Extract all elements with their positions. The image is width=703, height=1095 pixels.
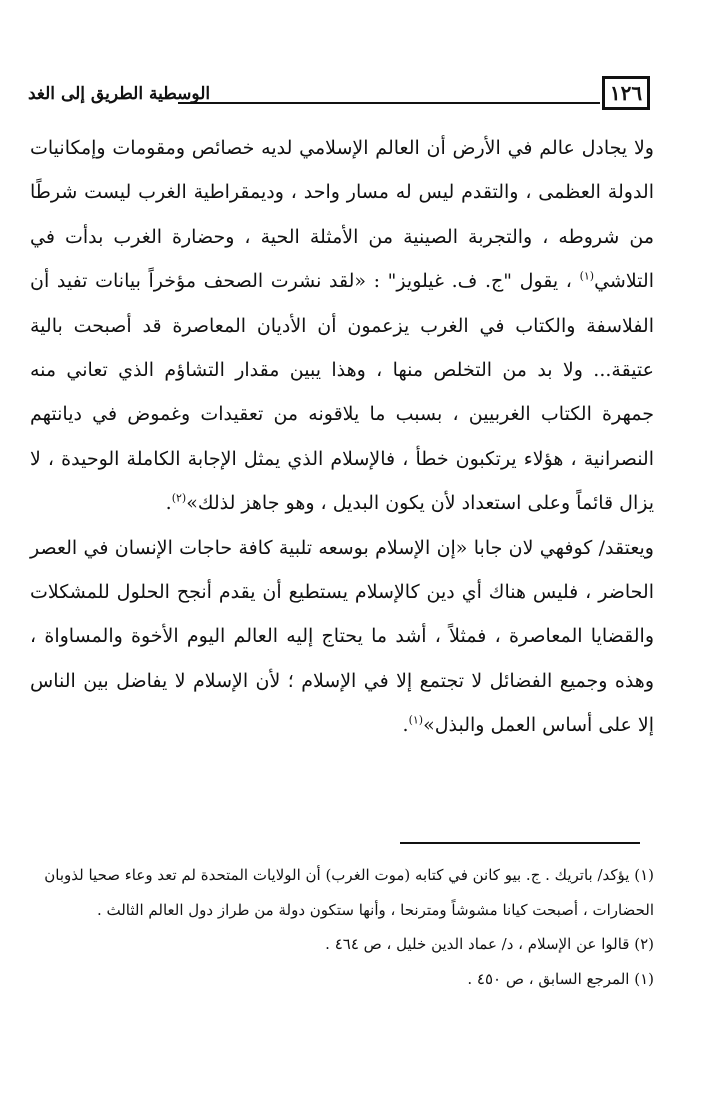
running-title: الوسطية الطريق إلى الغد	[28, 84, 211, 104]
footnote-ref-1: (١)	[579, 269, 595, 283]
paragraph-1-text: ولا يجادل عالم في الأرض أن العالم الإسلامي لديه خصائص ومقومات وإمكانيات الدولة العظمى ، والتقدم ليس له مسار واحد ، وديمقراطية الغرب ليست شرطًا من شروطه ، والتجربة الصينية من الأمثلة الحية ، وحضارة الغرب بدأت في التلاشي	[30, 137, 654, 293]
footnote-ref-3: (١)	[408, 713, 424, 727]
footnote-3: (١) المرجع السابق ، ص ٤٥٠ .	[467, 969, 654, 988]
footnote-2: (٢) قالوا عن الإسلام ، د/ عماد الدين خليل ، ص ٤٦٤ .	[325, 935, 654, 954]
footnote-separator	[400, 842, 640, 844]
paragraph-2-text: ويعتقد/ كوفهي لان جابا «إن الإسلام بوسعه تلبية كافة حاجات الإنسان في العصر الحاضر ، فليس هناك أي دين كالإسلام يستطيع أن يقدم أنجح الحلول للمشكلات والقضايا المعاصرة ، فمثلاً ، أشد ما يحتاج إليه العالم اليوم الأخوة والمساواة ، وهذه وجميع الفضائل لا تجتمع إلا في الإسلام ؛ لأن الإسلام لا يفاضل بين الناس إلا على أساس العمل والبذل»	[30, 536, 654, 737]
footnotes	[30, 858, 654, 996]
header-rule	[178, 102, 600, 104]
paragraph-1-end: .	[165, 492, 172, 515]
main-text	[30, 126, 654, 748]
paragraph-1	[30, 126, 654, 526]
paragraph-1-quote: ، يقول "ج. ف. غيلويز" : «لقد نشرت الصحف مؤخراً بيانات تفيد أن الفلاسفة والكتاب في الغرب يزعمون أن الأديان المعاصرة قد أصبحت بالية عتيقة... ولا بد من التخلص منها ، وهذا يبين مقدار التشاؤم الذي تعاني منه جمهرة الكتاب الغربيين ، بسبب ما يلاقونه من تعقيدات وغموض في ديانتهم النصرانية ، هؤلاء يرتكبون خطأ ، فالإسلام الذي يمثل الإجابة الكاملة الوحيدة ، لا يزال قائماً وعلى استعداد لأن يكون البديل ، وهو جاهز لذلك»	[30, 270, 654, 515]
footnote-1: (١) يؤكد/ باتريك . ج. بيو كانن في كتابه (موت الغرب) أن الولايات المتحدة لم تعد وعاء صحيا لذوبان الحضارات ، أصبحت كيانا مشوشاً ومترنحا ، وأنها ستكون دولة من طراز دول العالم الثالث .	[44, 866, 654, 919]
page-number: ١٢٦	[602, 76, 650, 110]
running-header	[28, 76, 650, 120]
paragraph-2	[30, 526, 654, 748]
paragraph-2-end: .	[402, 714, 409, 737]
footnote-ref-2: (٢)	[171, 491, 187, 505]
